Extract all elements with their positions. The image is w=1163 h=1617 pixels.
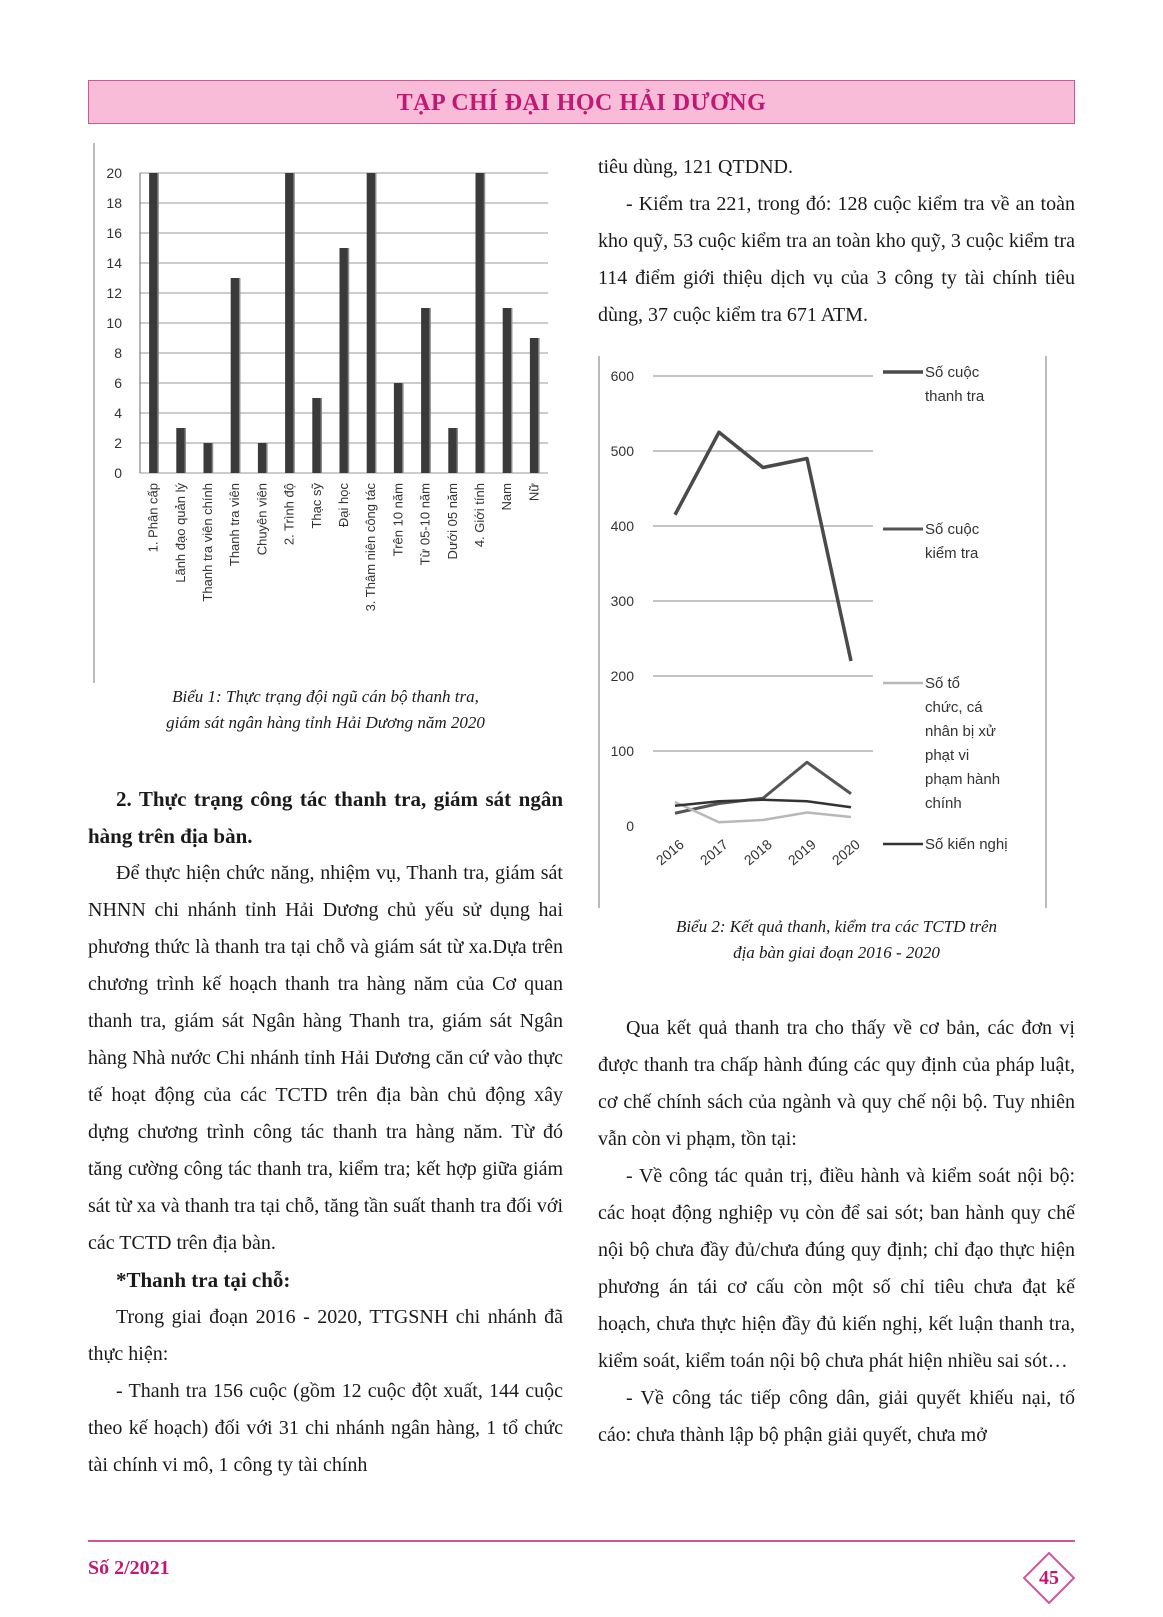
issue-number: Số 2/2021 <box>88 1557 170 1579</box>
section-heading: 2. Thực trạng công tác thanh tra, giám sát ngân hàng trên địa bàn. <box>88 787 563 848</box>
chart1-category-label: 3. Thâm niên công tác <box>363 483 379 612</box>
chart1-ytick-label: 4 <box>114 405 122 421</box>
chart1-ytick-label: 12 <box>106 285 122 301</box>
page-number: 45 <box>1039 1567 1059 1589</box>
chart1-bar <box>204 443 213 473</box>
chart1-ytick-label: 18 <box>106 195 122 211</box>
right-para-5: - Về công tác tiếp công dân, giải quyết khiếu nại, tố cáo: chưa thành lập bộ phận giải quyết, chưa mở <box>598 1387 1075 1446</box>
inspection-line-chart-svg <box>598 356 1075 908</box>
chart1-bar <box>231 278 240 473</box>
chart1-category-label: Từ 05-10 năm <box>417 483 433 566</box>
chart1-category-label: Đại học <box>336 483 351 528</box>
chart1-caption-line2: giám sát ngân hàng tỉnh Hải Dương năm 2020 <box>166 713 485 732</box>
staff-bar-chart <box>88 143 563 683</box>
right-para-3: Qua kết quả thanh tra cho thấy về cơ bản, các đơn vị được thanh tra chấp hành đúng các quy định của pháp luật, cơ chế chính sách của ngành và quy chế nội bộ. Tuy nhiên vẫn còn vi phạm, tồn tại: <box>598 1017 1075 1150</box>
chart1-category-label: Thạc sỹ <box>308 483 324 529</box>
right-column-top <box>598 149 1075 334</box>
chart2-caption-line2: địa bàn giai đoạn 2016 - 2020 <box>733 943 940 962</box>
chart2-xtick-label: 2017 <box>696 836 731 869</box>
chart1-category-label: Lãnh đạo quản lý <box>172 483 188 583</box>
chart1-category-label: Dưới 05 năm <box>444 483 460 560</box>
left-para-2: Trong giai đoạn 2016 - 2020, TTGSNH chi nhánh đã thực hiện: <box>88 1306 563 1365</box>
chart1-caption-line1: Biểu 1: Thực trạng đội ngũ cán bộ thanh tra, <box>172 687 479 706</box>
inspection-line-chart <box>598 356 1075 908</box>
chart2-series-line <box>675 762 851 813</box>
left-para-1: Để thực hiện chức năng, nhiệm vụ, Thanh tra, giám sát NHNN chi nhánh tỉnh Hải Dương chủ yếu sử dụng hai phương thức là thanh tra tại chỗ và giám sát từ xa.Dựa trên chương trình kế hoạch thanh tra hàng năm của Cơ quan thanh tra, giám sát Ngân hàng Thanh tra, giám sát Ngân hàng Nhà nước Chi nhánh tỉnh Hải Dương căn cứ vào thực tế hoạt động của các TCTD trên địa bàn chủ động xây dựng chương trình công tác thanh tra hàng năm. Từ đó tăng cường công tác thanh tra, kiểm tra; kết hợp giữa giám sát từ xa và thanh tra tại chỗ, tăng tần suất thanh tra đối với các TCTD trên địa bàn. <box>88 862 563 1254</box>
chart2-ytick-label: 600 <box>610 368 634 384</box>
footer-rule <box>88 1540 1075 1542</box>
chart2-xtick-label: 2016 <box>652 836 687 869</box>
chart1-bar <box>394 383 403 473</box>
chart1-ytick-label: 2 <box>114 435 122 451</box>
chart2-legend-label: nhân bị xử <box>925 723 996 740</box>
chart2-ytick-label: 0 <box>626 818 634 834</box>
chart2-legend-label: Số tổ <box>925 675 961 692</box>
chart1-bar <box>149 173 158 473</box>
chart1-category-label: Nữ <box>526 483 542 502</box>
chart1-bar <box>476 173 485 473</box>
chart2-ytick-label: 500 <box>610 443 634 459</box>
right-para-1: tiêu dùng, 121 QTDND. <box>598 156 793 178</box>
chart2-legend-label: phạt vi <box>925 747 970 764</box>
right-para-2: - Kiểm tra 221, trong đó: 128 cuộc kiểm tra về an toàn kho quỹ, 53 cuộc kiểm tra an toàn kho quỹ, 3 cuộc kiểm tra 114 điểm giới thiệu dịch vụ của 3 công ty tài chính tiêu dùng, 37 cuộc kiểm tra 671 ATM. <box>598 193 1075 326</box>
chart2-ytick-label: 100 <box>610 743 634 759</box>
chart1-category-label: 4. Giới tính <box>472 483 487 548</box>
chart1-ytick-label: 8 <box>114 345 122 361</box>
chart1-bar <box>530 338 539 473</box>
left-column <box>88 781 563 1484</box>
chart1-category-label: Thanh tra viên chính <box>200 483 215 602</box>
chart2-xtick-label: 2020 <box>828 836 863 869</box>
chart1-bar <box>340 248 349 473</box>
chart1-category-label: Trên 10 năm <box>390 483 406 557</box>
chart1-bar <box>421 308 430 473</box>
chart2-ytick-label: 200 <box>610 668 634 684</box>
chart1-ytick-label: 20 <box>106 165 122 181</box>
chart2-ytick-label: 400 <box>610 518 634 534</box>
chart1-bar <box>258 443 267 473</box>
left-para-3: - Thanh tra 156 cuộc (gồm 12 cuộc đột xuất, 144 cuộc theo kế hoạch) đối với 31 chi nhánh ngân hàng, 1 tổ chức tài chính vi mô, 1 công ty tài chính <box>88 1380 563 1476</box>
chart2-series-line <box>675 432 851 661</box>
chart2-legend-label: kiểm tra <box>925 545 979 562</box>
chart1-category-label: 2. Trình độ <box>281 483 297 546</box>
page-number-badge <box>1023 1552 1075 1604</box>
chart2-xtick-label: 2019 <box>784 836 819 869</box>
chart2-legend-label: phạm hành <box>925 771 1001 788</box>
chart2-legend-label: chức, cá <box>925 699 983 716</box>
chart1-bar <box>503 308 512 473</box>
chart1-category-label: Chuyên viên <box>254 483 270 556</box>
chart1-caption <box>88 684 563 736</box>
chart2-caption <box>598 914 1075 966</box>
chart1-bar <box>448 428 457 473</box>
chart1-ytick-label: 0 <box>114 465 122 481</box>
chart2-ytick-label: 300 <box>610 593 634 609</box>
chart2-caption-line1: Biểu 2: Kết quả thanh, kiểm tra các TCTD trên <box>675 917 998 936</box>
chart1-category-label: Nam <box>499 483 515 511</box>
chart2-legend-label: thanh tra <box>925 388 985 405</box>
chart1-bar <box>312 398 321 473</box>
chart2-legend-label: Số cuộc <box>925 521 980 538</box>
chart2-legend-label: chính <box>925 795 962 812</box>
chart1-ytick-label: 6 <box>114 375 122 391</box>
chart2-legend-label: Số kiến nghị <box>925 836 1008 853</box>
chart1-bar <box>285 173 294 473</box>
right-column-bottom <box>598 1010 1075 1454</box>
staff-bar-chart-svg <box>88 143 563 683</box>
chart1-bar <box>367 173 376 473</box>
journal-header: TẠP CHÍ ĐẠI HỌC HẢI DƯƠNG <box>88 80 1075 124</box>
chart1-category-label: 1. Phân cấp <box>145 483 161 553</box>
right-para-4: - Về công tác quản trị, điều hành và kiểm soát nội bộ: các hoạt động nghiệp vụ còn để sai sót; ban hành quy chế nội bộ chưa đầy đủ/chưa đúng quy định; chỉ đạo thực hiện phương án tái cơ cấu còn một số chỉ tiêu chưa đạt kế hoạch, chưa thực hiện đầy đủ kiến nghị, kết luận thanh tra, kiểm soát, kiểm toán nội bộ chưa phát hiện nhiều sai sót… <box>598 1165 1075 1372</box>
chart1-ytick-label: 14 <box>106 255 122 271</box>
chart2-xtick-label: 2018 <box>740 836 775 869</box>
chart1-bar <box>176 428 185 473</box>
chart1-ytick-label: 10 <box>106 315 122 331</box>
chart1-ytick-label: 16 <box>106 225 122 241</box>
subheading-onsite-inspection: *Thanh tra tại chỗ: <box>116 1268 291 1292</box>
chart2-series-line <box>675 802 851 822</box>
chart2-legend-label: Số cuộc <box>925 364 980 381</box>
chart1-category-label: Thanh tra viên <box>227 483 243 567</box>
